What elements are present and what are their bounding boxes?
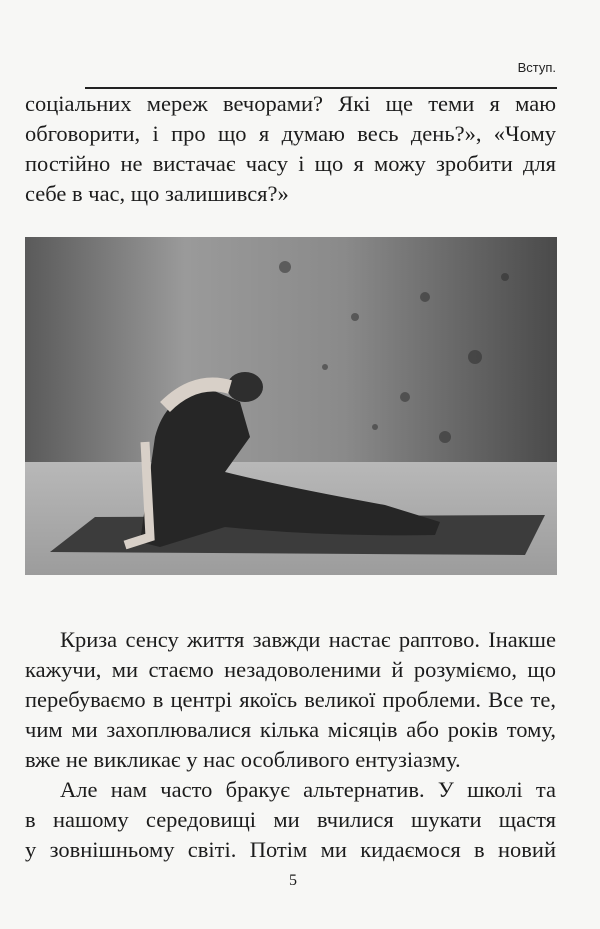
text-line: обговорити, і про що я думаю весь день?», «Чому [25, 121, 556, 146]
yoga-cobra-pose-photo-icon [25, 237, 557, 575]
text-line: в нашому середовищі ми вчилися шукати щастя [25, 807, 556, 832]
text-line: у зовнішньому світі. Потім ми кидаємося в новий [25, 837, 556, 862]
text-line: вже не викликає у нас особливого ентузіазму. [25, 747, 461, 772]
text-line: Але нам часто бракує альтернатив. У школі та [60, 777, 556, 802]
text-line: себе в час, що залишився?» [25, 181, 289, 206]
text-line: перебуваємо в центрі якоїсь великої проблеми. Все те, [25, 687, 556, 712]
text-line: соціальних мереж вечорами? Які ще теми я маю [25, 91, 556, 116]
page-number: 5 [289, 872, 297, 889]
text-line: постійно не вистачає часу і що я можу зробити для [25, 151, 556, 176]
text-line: кажучи, ми стаємо незадоволеними й розуміємо, що [25, 657, 556, 682]
yoga-photo [25, 237, 557, 575]
text-line: Криза сенсу життя завжди настає раптово. Інакше [60, 627, 556, 652]
running-header: Вступ. [517, 60, 556, 75]
text-line: чим ми захоплювалися кілька місяців або років тому, [25, 717, 556, 742]
